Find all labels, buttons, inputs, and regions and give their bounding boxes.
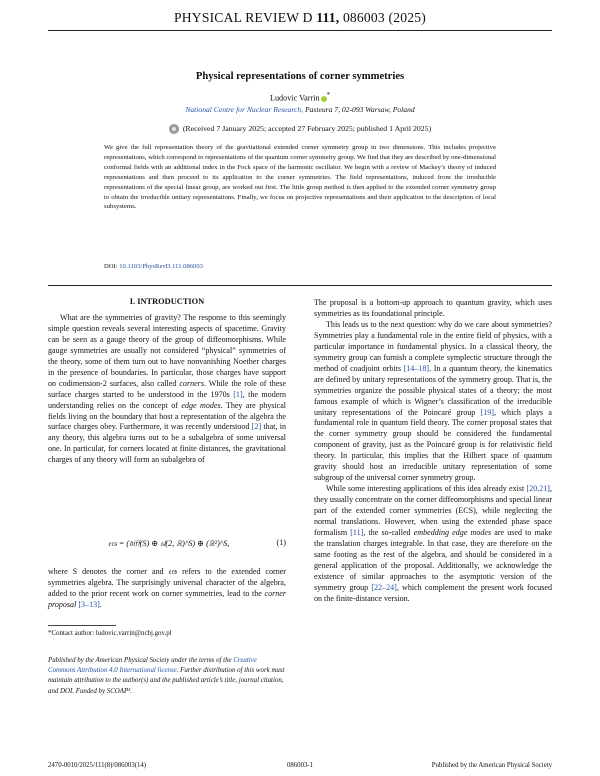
received-text: (Received 7 January 2025; accepted 27 February 2025; published 1 April 2025) (182, 124, 432, 133)
ref-link[interactable]: [11] (350, 528, 364, 538)
right-paragraph-1: The proposal is a bottom-up approach to quantum gravity, which uses symmetries as its foundational principle. (314, 298, 552, 318)
license-link[interactable]: Creative Commons Attribution 4.0 International license (48, 657, 257, 675)
journal-header (0, 10, 600, 26)
affiliation-institution[interactable]: National Centre for Nuclear Research, (185, 105, 304, 114)
paper-title: Physical representations of corner symmetries (195, 71, 405, 82)
term-corner-proposal: corner proposal (48, 588, 286, 609)
ref-link[interactable]: [20,21] (526, 484, 550, 494)
author-name: Ludovic Varrin (269, 93, 320, 103)
author-marker: * (326, 92, 331, 99)
affiliation-address: Pasteura 7, 02-093 Warsaw, Poland (304, 105, 415, 114)
author-line (0, 92, 600, 103)
journal-name: PHYSICAL REVIEW D (174, 10, 313, 25)
header-rule (48, 30, 552, 31)
right-paragraph-3: While some interesting applications of this idea already exist [20,21], they usually concentrate on the corner diffeomorphisms and special linear part of the extended corner symmetries (ECS), while neglecting the normal translations. However, when using the extended phase space formalism [11], the so-called embedding edge modes are used to make the translation charges integrable. In that case, they are therefore on the same footing as the rest of the algebra, and should be considered in a general application of the proposal. Additionally, we acknowledge the existence of similar approaches to the asymptotic version of the symmetry group [22–24], which complement the present work focused on the finite-distance version. (314, 484, 553, 603)
right-column (314, 298, 552, 605)
term-edge-modes: edge modes (181, 400, 221, 410)
section-heading: I. INTRODUCTION (129, 297, 205, 306)
affiliation (0, 105, 600, 114)
contact-footnote: *Contact author: ludovic.varrin@ncbj.gov.pl (48, 630, 172, 637)
equation-number: (1) (276, 538, 286, 547)
footnote-rule (48, 625, 116, 626)
ref-link[interactable]: [22–24] (371, 582, 397, 592)
footer-issn: 2470-0010/2025/111(8)/086003(14) (48, 762, 147, 769)
term-embedding-edge-modes: embedding edge modes (413, 528, 492, 538)
left-column (48, 297, 286, 466)
journal-volume: 111, (316, 10, 340, 25)
intro-paragraph-1: What are the symmetries of gravity? The response to this seemingly simple question reveals several interesting aspects of spacetime. Gravity can be seen as a gauge theory of the group of diffeomorphisms. While gauge symmetries are usually not considered “physical” symmetries of the theory, some of them turn out to have nonvanishing Noether charges in the presence of boundaries. In particular, those charges have support on codimension-2 surfaces, also called corners. While the role of these surface charges started to be understood in the 1970s [1], the modern understanding relies on the concept of edge modes. They are physical fields living on the boundary that host a representation of the algebra the surface charges obey. Furthermore, it was recently understood [2] that, in any theory, this algebra turns out to be a subalgebra of some universal one. In particular, for corners located at finite distances, the gravitational charges of any theory will form an subalgebra of (48, 312, 287, 465)
equation-body: 𝔢𝔠𝔰 = (𝔡𝔦𝔣𝔣(S) ⊕ 𝔰𝔩(2, ℝ)^S) ⊕ (ℝ²)^S, (108, 539, 230, 548)
equation-1 (48, 538, 286, 552)
doi-link[interactable]: 10.1103/PhysRevD.111.086003 (119, 263, 203, 270)
doi-line (104, 263, 203, 270)
ref-link[interactable]: [2] (251, 422, 262, 432)
ref-link[interactable]: [19] (480, 407, 494, 417)
footer-page-number: 086003-1 (286, 762, 314, 769)
check-for-updates-icon[interactable] (169, 124, 179, 134)
intro-paragraph-2: where S denotes the corner and 𝔢𝔠𝔰 refers to the extended corner symmetries algebra. The surprisingly universal character of the algebra, added to the prior recent work on corner symmetries, lead to the corner proposal [3–13]. (48, 567, 286, 609)
abstract: We give the full representation theory of the gravitational extended corner symmetry group in two dimensions. This includes projective representations, which correspond to representations of the quantum corner symmetry group. We find that they are described by one-dimensional conformal fields with an additional index in the Fock space of the harmonic oscillator. We begin with a review of Mackey’s theory of induced representations and then proceed to its application to the corner symmetries. The field representations, induced from the irreducible representations of the special linear group, are worked out first. The little group method is then applied to the extended corner symmetry group to obtain the irreducible unitary representations. Finally, we focus on projective representations and their application to the description of local subsystems. (104, 144, 496, 211)
article-number: 086003 (2025) (342, 10, 426, 25)
ref-link[interactable]: [1] (233, 389, 243, 399)
received-dates (0, 124, 600, 134)
ref-link[interactable]: [3–13] (78, 599, 100, 609)
right-paragraph-2: This leads us to the next question: why do we care about symmetries? Symmetries play a fundamental role in the entire field of physics, with a particular importance in fundamental physics. In a classical theory, the symmetry group can furnish a complete symplectic structure through the method of coadjoint orbits [14–18]. In a quantum theory, the kinematics are defined by unitary representations of the symmetry group. That is, the symmetries organize the possible physical states of a theory; the most famous example of which is Wigner’s classification of the irreducible unitary representations of the Poincaré group [19], which plays a fundamental role in quantum field theory. The corner proposal states that the corner symmetry group should be considered the fundamental component of gravity, just as the Poincaré group is for relativistic field theory. In particular, this implies that the Hilbert space of quantum gravity should host an irreducible unitary representation of some subgroup of the universal corner symmetry group. (314, 319, 552, 483)
footer-publisher: Published by the American Physical Society (431, 762, 552, 769)
section-rule (48, 285, 552, 286)
doi-label: DOI: (104, 263, 118, 270)
license-notice: Published by the American Physical Society under the terms of the Creative Commons Attribution 4.0 International license. Further distribution of this work must maintain attribution to the author(s) and the published article’s title, journal citation, and DOI. Funded by SCOAP³. (48, 657, 285, 695)
term-corners: corners (179, 378, 204, 388)
ref-link[interactable]: [14–18] (403, 363, 430, 373)
